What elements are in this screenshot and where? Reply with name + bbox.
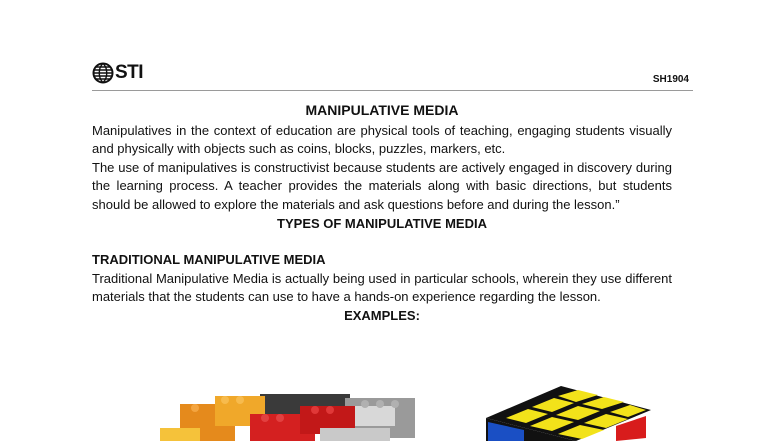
rubiks-cube-image	[466, 380, 666, 441]
logo-text: STI	[115, 62, 144, 83]
page-title: MANIPULATIVE MEDIA	[305, 102, 459, 118]
types-heading: TYPES OF MANIPULATIVE MEDIA	[277, 215, 487, 231]
lego-bricks-image	[140, 386, 420, 441]
header-divider	[92, 90, 693, 91]
document-code: SH1904	[652, 74, 689, 85]
intro-paragraph: Manipulatives in the context of education are physical tools of teaching, engaging students visually and physically with objects such as coins, blocks, puzzles, markers, etc.	[92, 122, 672, 157]
examples-heading: EXAMPLES:	[344, 307, 420, 323]
spacer	[92, 233, 672, 251]
traditional-paragraph: Traditional Manipulative Media is actually being used in particular schools, wherein they use different materials that the students can use to have a hands-on experience regarding the lesson.	[92, 270, 672, 305]
document-body	[92, 101, 672, 326]
sti-logo	[92, 62, 143, 84]
traditional-heading: TRADITIONAL MANIPULATIVE MEDIA	[92, 252, 326, 268]
use-paragraph: The use of manipulatives is constructivist because students are actively engaged in discovery during the learning process. A teacher provides the materials along with basic directions, but students should be allowed to explore the materials and ask questions before and during the lesson.”	[92, 159, 672, 212]
globe-icon	[92, 62, 114, 84]
example-images	[92, 380, 693, 441]
